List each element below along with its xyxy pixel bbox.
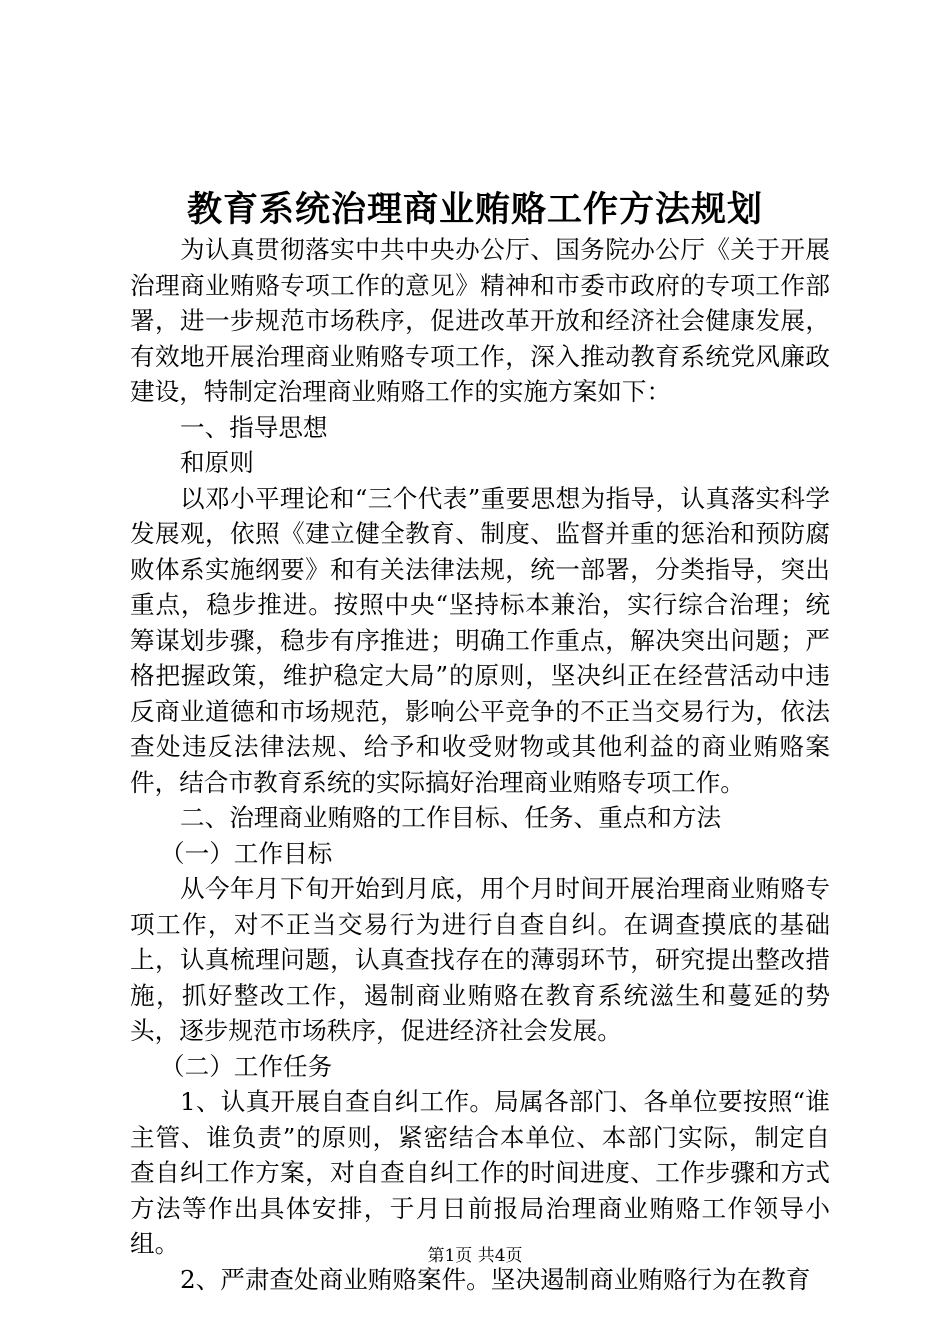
paragraph-work-goals: 从今年月下旬开始到月底，用个月时间开展治理商业贿赂专项工作，对不正当交易行为进行自查自纠。在调查摸底的基础上，认真梳理问题，认真查找存在的薄弱环节，研究提出整改措施，抓好整改工作，遏制商业贿赂在教育系统滋生和蔓延的势头，逐步规范市场秩序，促进经济社会发展。 xyxy=(130,874,830,1045)
heading-work-tasks: （二）工作任务 xyxy=(160,1051,333,1081)
page-footer: 第1页 共4页 xyxy=(427,1246,523,1266)
heading-work-goals: （一）工作目标 xyxy=(160,838,333,868)
paragraph-guiding-principles: 以邓小平理论和“三个代表”重要思想为指导，认真落实科学发展观，依照《建立健全教育、制度、监督并重的惩治和预防腐败体系实施纲要》和有关法律法规，统一部署，分类指导，突出重点，稳步推进。按照中央“坚持标本兼治，实行综合治理；统筹谋划步骤，稳步有序推进；明确工作重点，解决突出问题；严格把握政策，维护稳定大局”的原则，坚决纠正在经营活动中违反商业道德和市场规范，影响公平竞争的不正当交易行为，依法查处违反法律法规、给予和收受财物或其他利益的商业贿赂案件，结合市教育系统的实际搞好治理商业贿赂专项工作。 xyxy=(130,483,830,797)
paragraph-intro: 为认真贯彻落实中共中央办公厅、国务院办公厅《关于开展治理商业贿赂专项工作的意见》精神和市委市政府的专项工作部署，进一步规范市场秩序，促进改革开放和经济社会健康发展，有效地开展治理商业贿赂专项工作，深入推动教育系统党风廉政建设，特制定治理商业贿赂工作的实施方案如下： xyxy=(130,235,830,406)
heading-principles: 和原则 xyxy=(180,448,254,477)
heading-guiding-ideology: 一、指导思想 xyxy=(180,412,328,442)
document-body xyxy=(130,232,830,1297)
document-title: 教育系统治理商业贿赂工作方法规划 xyxy=(186,189,763,230)
heading-section-two: 二、治理商业贿赂的工作目标、任务、重点和方法 xyxy=(180,803,722,832)
paragraph-task-one: 1、认真开展自查自纠工作。局属各部门、各单位要按照“谁主管、谁负责”的原则，紧密结合本单位、本部门实际，制定自查自纠工作方案，对自查自纠工作的时间进度、工作步骤和方式方法等作出具体安排，于月日前报局治理商业贿赂工作领导小组。 xyxy=(130,1087,830,1258)
paragraph-task-two: 2、严肃查处商业贿赂案件。坚决遏制商业贿赂行为在教育 xyxy=(180,1264,811,1294)
